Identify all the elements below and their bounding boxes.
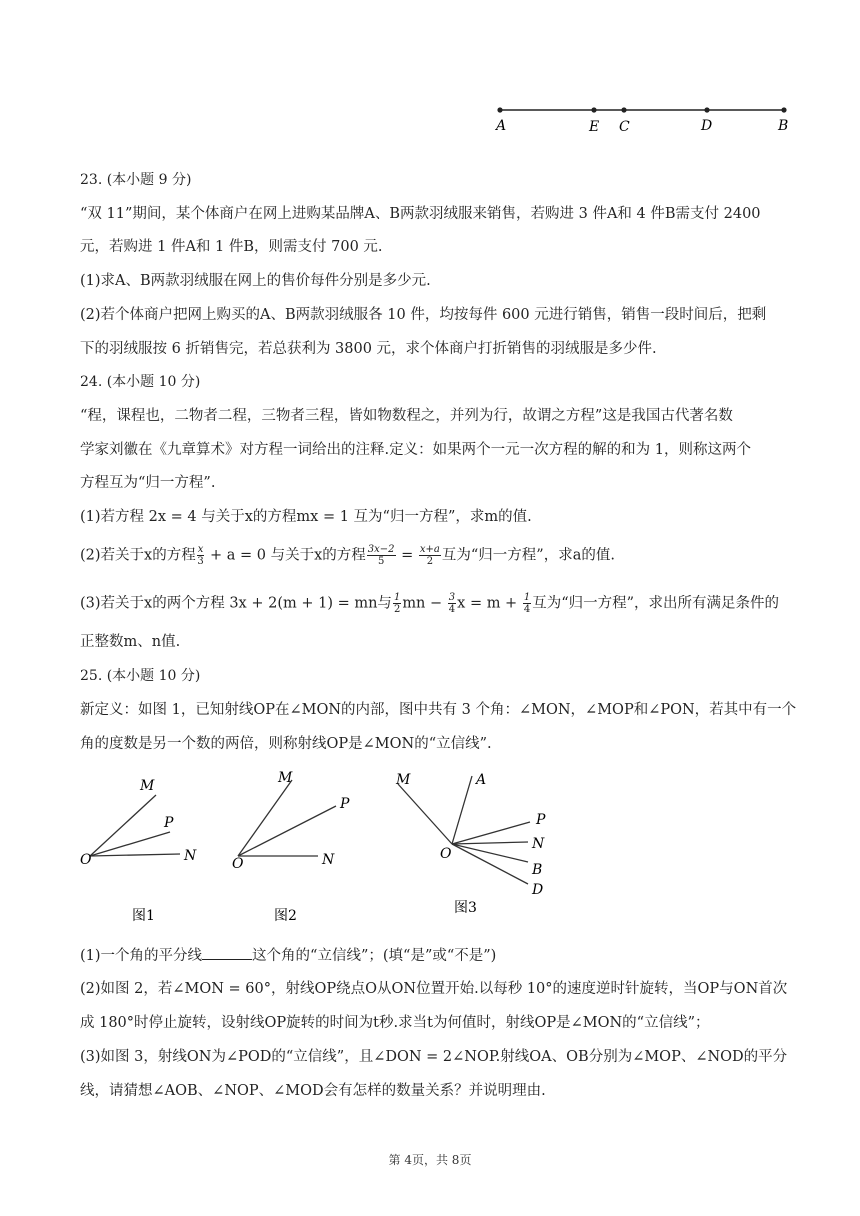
ray-om xyxy=(90,795,156,856)
q23-text-line1: “双 11”期间，某个体商户在网上进购某品牌A、B两款羽绒服来销售，若购进 3 件A和 4 件B需支付 2400 xyxy=(80,206,761,222)
q24-part3-line2: 正整数m、n值. xyxy=(80,634,181,650)
q24-part2 xyxy=(80,544,785,567)
frac-denominator: 4 xyxy=(448,604,456,615)
q24-header: 24. (本小题 10 分) xyxy=(80,374,201,390)
q25-text-line2: 角的度数是另一个数的两倍，则称射线OP是∠MON的“立信线”. xyxy=(80,736,492,752)
frac-numerator: x xyxy=(197,544,204,555)
label-p: P xyxy=(536,812,546,828)
frac-numerator: 1 xyxy=(393,592,401,603)
figure-1 xyxy=(76,770,206,930)
q24-p2-text-c: = xyxy=(396,547,418,564)
label-o: O xyxy=(232,856,244,872)
ray-on xyxy=(90,854,180,856)
segment-figure xyxy=(490,98,800,138)
q24-p3-text-b: mn − xyxy=(402,595,447,612)
label-n: N xyxy=(322,852,335,868)
ray-op xyxy=(90,832,170,856)
ray-op xyxy=(452,822,530,844)
label-d: D xyxy=(532,882,544,898)
fraction-3x-2-over-5 xyxy=(367,544,396,567)
q24-p2-text-a: (2)若关于x的方程 xyxy=(80,547,196,564)
point-e-dot xyxy=(591,107,596,112)
ray-om xyxy=(238,780,292,856)
frac-denominator: 5 xyxy=(377,556,385,567)
q23-part2-line1: (2)若个体商户把网上购买的A、B两款羽绒服各 10 件，均按每件 600 元进行销售，销售一段时间后，把剩 xyxy=(80,307,767,323)
label-p: P xyxy=(340,796,350,812)
q24-p3-text-a: (3)若关于x的两个方程 3x + 2(m + 1) = mn与 xyxy=(80,595,392,612)
frac-denominator: 2 xyxy=(426,556,434,567)
figure-3-caption: 图3 xyxy=(454,900,477,916)
label-o: O xyxy=(440,846,452,862)
point-a-dot xyxy=(497,107,502,112)
q25-part3-line2: 线，请猜想∠AOB、∠NOP、∠MOD会有怎样的数量关系？并说明理由. xyxy=(80,1083,546,1099)
label-m: M xyxy=(140,778,155,794)
point-a-label: A xyxy=(496,118,507,134)
ray-oa xyxy=(452,776,472,844)
q24-p2-text-d: 互为“归一方程”，求a的值. xyxy=(441,547,615,564)
q24-p2-text-b: + a = 0 与关于x的方程 xyxy=(205,547,366,564)
q25-p1-text-b: 这个角的“立信线”；(填“是”或“不是”) xyxy=(252,948,497,964)
q24-text-line2: 学家刘徽在《九章算术》对方程一词给出的注释.定义：如果两个一元一次方程的解的和为 1，则称这两个 xyxy=(80,442,751,458)
ray-od xyxy=(452,844,528,884)
q25-part2-line1: (2)如图 2，若∠MON = 60°，射线OP绕点O从ON位置开始.以每秒 10°的速度逆时针旋转，当OP与ON首次 xyxy=(80,981,788,997)
frac-denominator: 4 xyxy=(523,604,531,615)
q24-text-line3: 方程互为“归一方程”. xyxy=(80,475,216,491)
ray-om xyxy=(398,784,452,844)
point-e-label: E xyxy=(589,119,600,135)
fraction-x-plus-a-over-2 xyxy=(419,544,441,567)
label-n: N xyxy=(184,848,197,864)
frac-numerator: 3x−2 xyxy=(367,544,395,555)
point-d-label: D xyxy=(701,118,713,134)
frac-denominator: 2 xyxy=(393,604,401,615)
q23-part2-line2: 下的羽绒服按 6 折销售完，若总获利为 3800 元，求个体商户打折销售的羽绒服是多少件. xyxy=(80,341,657,357)
label-n: N xyxy=(532,836,545,852)
q23-part1: (1)求A、B两款羽绒服在网上的售价每件分别是多少元. xyxy=(80,273,431,289)
point-d-dot xyxy=(704,107,709,112)
point-b-label: B xyxy=(778,118,789,134)
point-b-dot xyxy=(781,107,786,112)
figure-2-caption: 图2 xyxy=(274,908,297,924)
label-o: O xyxy=(80,852,92,868)
label-a: A xyxy=(476,772,487,788)
q25-p1-text-a: (1)一个角的平分线 xyxy=(80,948,203,964)
q24-p3-text-c: x = m + xyxy=(457,595,522,612)
q24-text-line1: “程，课程也，二物者二程，三物者三程，皆如物数程之，并列为行，故谓之方程”这是我国古代著名数 xyxy=(80,408,733,424)
frac-numerator: 3 xyxy=(448,592,456,603)
label-b: B xyxy=(532,862,543,878)
label-m: M xyxy=(396,772,411,788)
q24-part1: (1)若方程 2x = 4 与关于x的方程mx = 1 互为“归一方程”，求m的值. xyxy=(80,509,532,525)
ray-on xyxy=(452,842,528,844)
q23-text-line2: 元，若购进 1 件A和 1 件B，则需支付 700 元. xyxy=(80,239,383,255)
figure-1-caption: 图1 xyxy=(132,908,155,924)
frac-numerator: 1 xyxy=(523,592,531,603)
ray-op xyxy=(238,806,336,856)
q25-part2-line2: 成 180°时停止旋转，设射线OP旋转的时间为t秒.求当t为何值时，射线OP是∠MON的“立信线”； xyxy=(80,1015,710,1031)
q25-part1 xyxy=(80,945,785,966)
figure-3 xyxy=(392,766,562,926)
fraction-1-over-2 xyxy=(393,592,401,615)
ray-ob xyxy=(452,844,528,862)
frac-numerator: x+a xyxy=(419,544,440,555)
page-footer: 第 4页，共 8页 xyxy=(388,1153,472,1167)
fraction-3-over-4 xyxy=(448,592,456,615)
answer-blank[interactable] xyxy=(202,945,252,960)
point-c-dot xyxy=(621,107,626,112)
q24-part3-line1 xyxy=(80,592,785,615)
fraction-1-over-4 xyxy=(523,592,531,615)
fraction-x-over-3 xyxy=(197,544,205,567)
q25-header: 25. (本小题 10 分) xyxy=(80,668,201,684)
q25-text-line1: 新定义：如图 1，已知射线OP在∠MON的内部，图中共有 3 个角：∠MON，∠MOP和∠PON，若其中有一个 xyxy=(80,702,797,718)
label-p: P xyxy=(164,815,174,831)
q25-part3-line1: (3)如图 3，射线ON为∠POD的“立信线”，且∠DON = 2∠NOP.射线OA、OB分别为∠MOP、∠NOD的平分 xyxy=(80,1049,788,1065)
label-m: M xyxy=(278,770,293,786)
point-c-label: C xyxy=(619,119,630,135)
q24-p3-text-d: 互为“归一方程”，求出所有满足条件的 xyxy=(532,595,780,612)
q23-header: 23. (本小题 9 分) xyxy=(80,172,192,188)
figure-2 xyxy=(226,770,366,930)
frac-denominator: 3 xyxy=(197,556,204,567)
